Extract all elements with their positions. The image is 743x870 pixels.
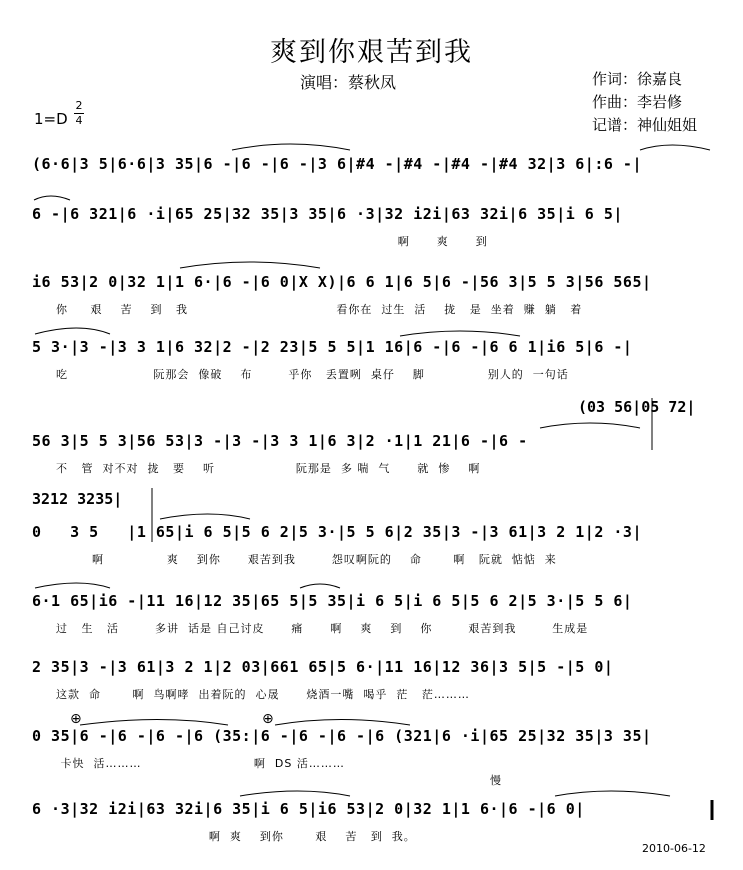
transcription-date: 2010-06-12 [642,842,706,855]
notes-line: 0 3 5 |1 65|i 6 5|5 6 2|5 3·|5 5 6|2 35|3 -|3 61|3 2 1|2 ·3| [32,523,642,541]
lyric-line: 啊 爽 到你 艰 苦 到 我。 [56,830,416,843]
score-row-9 [0,727,743,797]
credits-block [592,68,697,137]
coda-mark-2: ⊕ [262,711,274,727]
slur-arc [640,145,710,150]
score-row-2 [0,205,743,275]
slur-arc [232,144,350,150]
meter-bottom: 4 [75,114,83,127]
lyric-line: 卡快 活……… 啊 DS 活……… [56,757,345,770]
notes-line: 0 35|6 -|6 -|6 -|6 (35:|6 -|6 -|6 -|6 (321|6 ·i|65 25|32 35|3 35| [32,727,652,745]
lyric-line: 吃 阮那会 像破 布 乎你 丢置咧 桌仔 脚 别人的 一句话 [56,368,569,381]
notes-line: (6·6|3 5|6·6|3 35|6 -|6 -|6 -|3 6|#4 -|#4 -|#4 -|#4 32|3 6|:6 -| [32,155,642,173]
notes-line: 6 ·3|32 i2i|63 32i|6 35|i 6 5|i6 53|2 0|32 1|1 6·|6 -|6 0| [32,800,585,818]
lyricist-credit: 作词：徐嘉良 [592,70,683,88]
song-title: 爽到你艰苦到我 [270,37,473,68]
notes-line: 2 35|3 -|3 61|3 2 1|2 03|661 65|5 6·|11 16|12 36|3 5|5 -|5 0| [32,658,614,676]
score-row-7 [0,592,743,662]
composer-credit: 作曲：李岩修 [592,93,683,111]
lyric-line: 啊 爽 到 [56,235,488,248]
notes-line: 6·1 65|i6 -|11 16|12 35|65 5|5 35|i 6 5|i 6 5|5 6 2|5 3·|5 5 6| [32,592,633,610]
singer-credit: 演唱：蔡秋凤 [300,73,397,92]
transcriber-credit: 记谱：神仙姐姐 [592,116,698,134]
lyric-line: 过 生 活 多讲 话是 自己讨皮 痛 啊 爽 到 你 艰苦到我 生成是 [56,622,589,635]
lyric-line: 你 艰 苦 到 我 看你在 过生 活 拢 是 坐着 赚 躺 着 [56,303,583,316]
time-signature [74,100,84,127]
lyric-line: 啊 爽 到你 艰苦到我 怨叹啊阮的 命 啊 阮就 惦惦 来 [56,553,557,566]
score-row-3 [0,273,743,343]
score-row-6 [0,523,743,593]
score-row-8 [0,658,743,728]
notes-line: 5 3·|3 -|3 3 1|6 32|2 -|2 23|5 5 5|1 16|6 -|6 -|6 6 1|i6 5|6 -| [32,338,633,356]
pickup-upper: (03 56|05 72| [578,398,696,416]
notes-line: 56 3|5 5 3|56 53|3 -|3 -|3 3 1|6 3|2 ·1|1 21|6 -|6 - [32,432,528,450]
score-row-10 [0,800,743,870]
lyric-line: 这款 命 啊 鸟啊哮 出着阮的 心晟 烧酒一嘴 喝乎 茫 茫……… [56,688,470,701]
coda-mark-1: ⊕ [70,711,82,727]
lyric-line: 不 管 对不对 拢 要 听 阮那是 多 喘 气 就 惨 啊 [56,462,481,475]
slur-arc [540,423,640,428]
key-signature: 1=D [34,110,68,128]
slur-arc [160,514,250,519]
notes-line: 6 -|6 321|6 ·i|65 25|32 35|3 35|6 ·3|32 i2i|63 32i|6 35|i 6 5| [32,205,623,223]
tempo-mark-slow: 慢 [490,774,501,787]
meter-top: 2 [75,99,83,112]
notes-line: i6 53|2 0|32 1|1 6·|6 -|6 0|X X)|6 6 1|6 5|6 -|56 3|5 5 3|56 565| [32,273,652,291]
pickup-lower: 3212 3235| [32,490,123,508]
